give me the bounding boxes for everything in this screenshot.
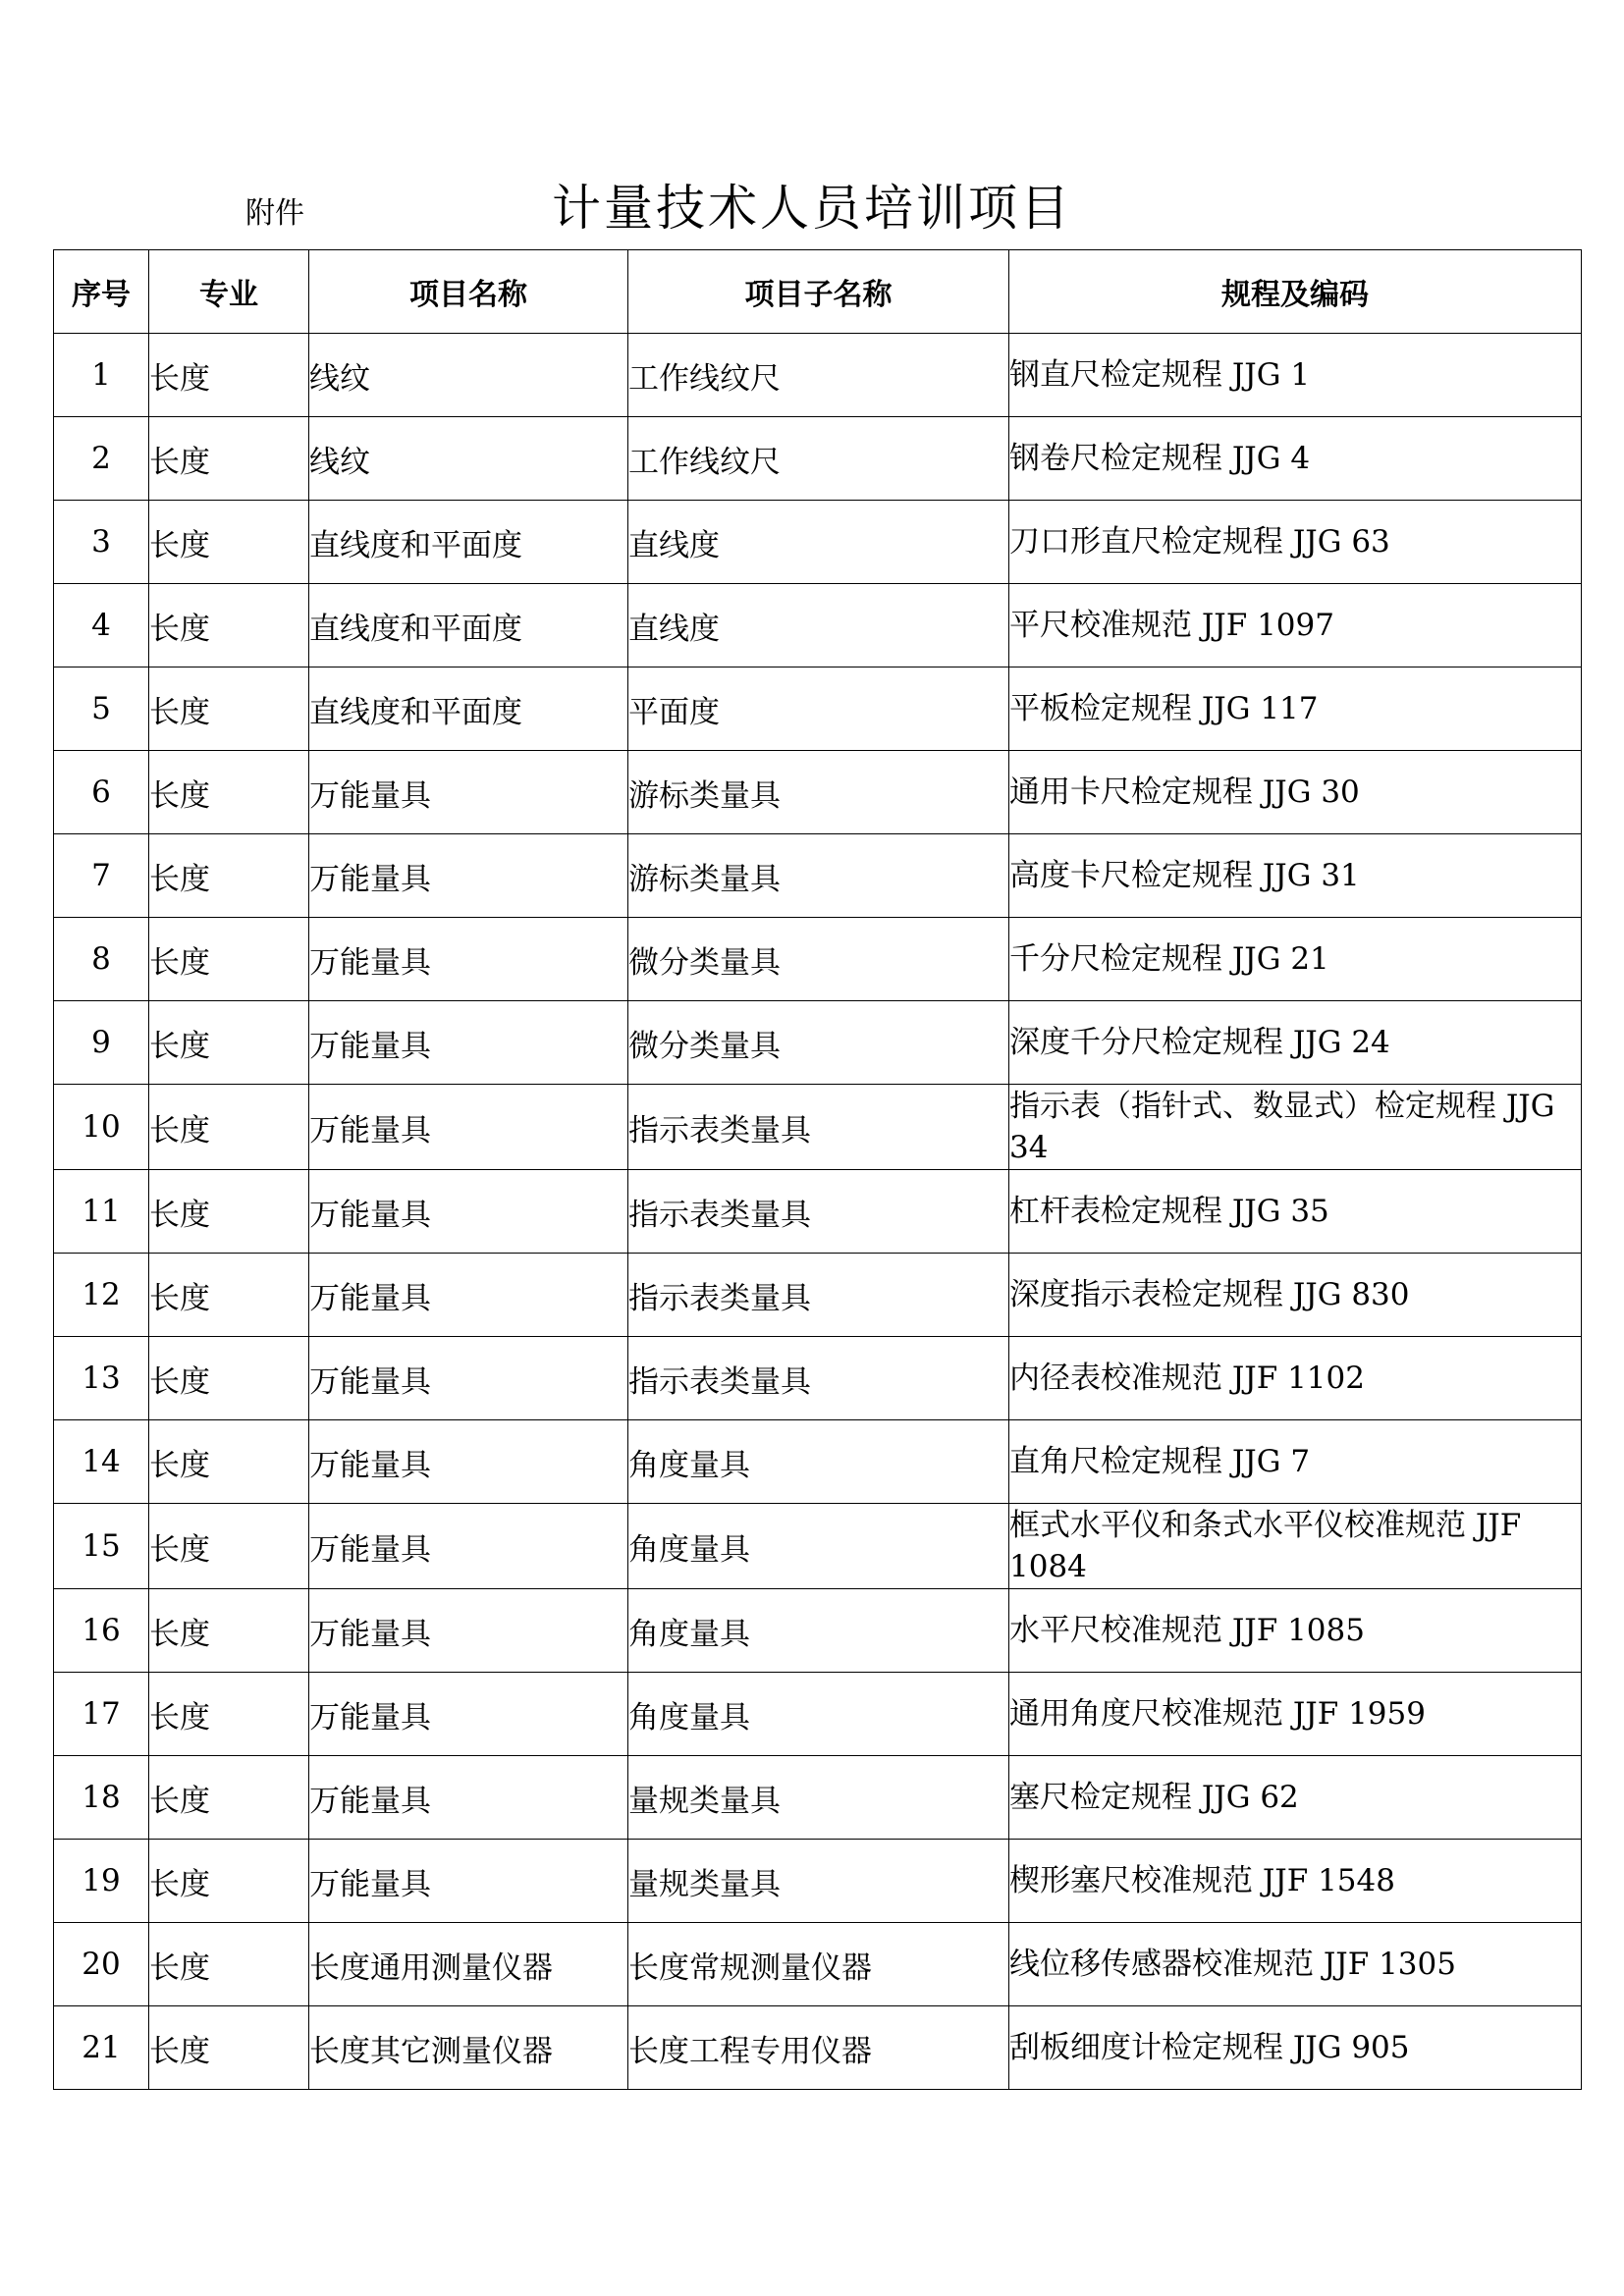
- cell-major: 长度: [149, 1923, 309, 2006]
- cell-regulation-code: 钢直尺检定规程 JJG 1: [1009, 334, 1582, 417]
- table-row: [54, 1840, 1582, 1923]
- cell-subitem-name: 角度量具: [628, 1673, 1009, 1756]
- cell-regulation-code: 水平尺校准规范 JJF 1085: [1009, 1589, 1582, 1673]
- cell-item-name: 万能量具: [309, 1170, 628, 1254]
- cell-subitem-name: 直线度: [628, 501, 1009, 584]
- cell-item-name: 万能量具: [309, 1254, 628, 1337]
- table-row: [54, 501, 1582, 584]
- cell-regulation-code: 深度千分尺检定规程 JJG 24: [1009, 1001, 1582, 1085]
- cell-no: 1: [54, 334, 149, 417]
- cell-regulation-code: 高度卡尺检定规程 JJG 31: [1009, 834, 1582, 918]
- cell-major: 长度: [149, 751, 309, 834]
- cell-no: 17: [54, 1673, 149, 1756]
- table-row: [54, 1756, 1582, 1840]
- cell-no: 7: [54, 834, 149, 918]
- table-row: [54, 751, 1582, 834]
- cell-major: 长度: [149, 1170, 309, 1254]
- column-header-subitem: 项目子名称: [628, 250, 1009, 334]
- cell-no: 6: [54, 751, 149, 834]
- cell-no: 9: [54, 1001, 149, 1085]
- cell-major: 长度: [149, 417, 309, 501]
- cell-no: 13: [54, 1337, 149, 1420]
- cell-item-name: 直线度和平面度: [309, 584, 628, 667]
- cell-item-name: 万能量具: [309, 834, 628, 918]
- cell-no: 3: [54, 501, 149, 584]
- cell-major: 长度: [149, 501, 309, 584]
- cell-subitem-name: 微分类量具: [628, 918, 1009, 1001]
- table-row: [54, 584, 1582, 667]
- cell-subitem-name: 微分类量具: [628, 1001, 1009, 1085]
- cell-item-name: 万能量具: [309, 751, 628, 834]
- cell-major: 长度: [149, 667, 309, 751]
- cell-major: 长度: [149, 1840, 309, 1923]
- table-row: [54, 1001, 1582, 1085]
- cell-major: 长度: [149, 1504, 309, 1589]
- cell-major: 长度: [149, 1337, 309, 1420]
- cell-item-name: 万能量具: [309, 918, 628, 1001]
- cell-subitem-name: 直线度: [628, 584, 1009, 667]
- cell-regulation-code: 深度指示表检定规程 JJG 830: [1009, 1254, 1582, 1337]
- cell-no: 8: [54, 918, 149, 1001]
- cell-regulation-code: 通用卡尺检定规程 JJG 30: [1009, 751, 1582, 834]
- cell-no: 16: [54, 1589, 149, 1673]
- cell-item-name: 直线度和平面度: [309, 501, 628, 584]
- cell-regulation-code: 钢卷尺检定规程 JJG 4: [1009, 417, 1582, 501]
- table-row: [54, 667, 1582, 751]
- cell-subitem-name: 角度量具: [628, 1504, 1009, 1589]
- training-items-table: [53, 249, 1582, 2090]
- cell-subitem-name: 长度工程专用仪器: [628, 2006, 1009, 2090]
- cell-regulation-code: 千分尺检定规程 JJG 21: [1009, 918, 1582, 1001]
- cell-subitem-name: 量规类量具: [628, 1756, 1009, 1840]
- cell-item-name: 线纹: [309, 417, 628, 501]
- cell-no: 14: [54, 1420, 149, 1504]
- cell-major: 长度: [149, 334, 309, 417]
- cell-regulation-code: 楔形塞尺校准规范 JJF 1548: [1009, 1840, 1582, 1923]
- table-row: [54, 834, 1582, 918]
- cell-regulation-code: 平尺校准规范 JJF 1097: [1009, 584, 1582, 667]
- cell-regulation-code: 平板检定规程 JJG 117: [1009, 667, 1582, 751]
- cell-no: 20: [54, 1923, 149, 2006]
- cell-regulation-code: 框式水平仪和条式水平仪校准规范 JJF 1084: [1009, 1504, 1582, 1589]
- cell-no: 19: [54, 1840, 149, 1923]
- cell-item-name: 万能量具: [309, 1001, 628, 1085]
- cell-major: 长度: [149, 584, 309, 667]
- cell-no: 2: [54, 417, 149, 501]
- cell-major: 长度: [149, 1420, 309, 1504]
- cell-major: 长度: [149, 918, 309, 1001]
- column-header-major: 专业: [149, 250, 309, 334]
- cell-regulation-code: 塞尺检定规程 JJG 62: [1009, 1756, 1582, 1840]
- cell-major: 长度: [149, 2006, 309, 2090]
- cell-major: 长度: [149, 1589, 309, 1673]
- cell-major: 长度: [149, 1756, 309, 1840]
- table-header-row: [54, 250, 1582, 334]
- table-row: [54, 1589, 1582, 1673]
- table-row: [54, 1420, 1582, 1504]
- cell-regulation-code: 杠杆表检定规程 JJG 35: [1009, 1170, 1582, 1254]
- table-row: [54, 1923, 1582, 2006]
- cell-subitem-name: 指示表类量具: [628, 1337, 1009, 1420]
- cell-regulation-code: 直角尺检定规程 JJG 7: [1009, 1420, 1582, 1504]
- cell-regulation-code: 线位移传感器校准规范 JJF 1305: [1009, 1923, 1582, 2006]
- cell-subitem-name: 工作线纹尺: [628, 334, 1009, 417]
- column-header-item: 项目名称: [309, 250, 628, 334]
- cell-subitem-name: 角度量具: [628, 1589, 1009, 1673]
- cell-item-name: 万能量具: [309, 1673, 628, 1756]
- cell-item-name: 万能量具: [309, 1840, 628, 1923]
- table-row: [54, 334, 1582, 417]
- cell-regulation-code: 内径表校准规范 JJF 1102: [1009, 1337, 1582, 1420]
- cell-item-name: 万能量具: [309, 1085, 628, 1170]
- column-header-code: 规程及编码: [1009, 250, 1582, 334]
- cell-subitem-name: 指示表类量具: [628, 1085, 1009, 1170]
- table-row: [54, 918, 1582, 1001]
- cell-subitem-name: 工作线纹尺: [628, 417, 1009, 501]
- cell-regulation-code: 刮板细度计检定规程 JJG 905: [1009, 2006, 1582, 2090]
- cell-item-name: 长度其它测量仪器: [309, 2006, 628, 2090]
- cell-subitem-name: 指示表类量具: [628, 1254, 1009, 1337]
- cell-subitem-name: 量规类量具: [628, 1840, 1009, 1923]
- cell-subitem-name: 指示表类量具: [628, 1170, 1009, 1254]
- table-row: [54, 1254, 1582, 1337]
- table-row: [54, 2006, 1582, 2090]
- attachment-label: 附件: [245, 196, 304, 231]
- cell-major: 长度: [149, 1001, 309, 1085]
- column-header-no: 序号: [54, 250, 149, 334]
- cell-no: 18: [54, 1756, 149, 1840]
- cell-item-name: 万能量具: [309, 1337, 628, 1420]
- cell-no: 21: [54, 2006, 149, 2090]
- cell-regulation-code: 指示表（指针式、数显式）检定规程 JJG 34: [1009, 1085, 1582, 1170]
- cell-no: 15: [54, 1504, 149, 1589]
- cell-regulation-code: 通用角度尺校准规范 JJF 1959: [1009, 1673, 1582, 1756]
- table-row: [54, 1170, 1582, 1254]
- table-body: [54, 334, 1582, 2090]
- table-row: [54, 1085, 1582, 1170]
- table-row: [54, 1337, 1582, 1420]
- table-row: [54, 417, 1582, 501]
- cell-item-name: 线纹: [309, 334, 628, 417]
- cell-no: 12: [54, 1254, 149, 1337]
- cell-no: 5: [54, 667, 149, 751]
- cell-major: 长度: [149, 1673, 309, 1756]
- cell-no: 10: [54, 1085, 149, 1170]
- cell-no: 4: [54, 584, 149, 667]
- cell-major: 长度: [149, 834, 309, 918]
- cell-subitem-name: 游标类量具: [628, 751, 1009, 834]
- document-title: 计量技术人员培训项目: [552, 180, 1072, 237]
- table-row: [54, 1504, 1582, 1589]
- cell-item-name: 万能量具: [309, 1589, 628, 1673]
- cell-no: 11: [54, 1170, 149, 1254]
- cell-regulation-code: 刀口形直尺检定规程 JJG 63: [1009, 501, 1582, 584]
- cell-major: 长度: [149, 1254, 309, 1337]
- table-row: [54, 1673, 1582, 1756]
- cell-major: 长度: [149, 1085, 309, 1170]
- cell-item-name: 万能量具: [309, 1756, 628, 1840]
- cell-subitem-name: 游标类量具: [628, 834, 1009, 918]
- cell-item-name: 直线度和平面度: [309, 667, 628, 751]
- cell-item-name: 万能量具: [309, 1420, 628, 1504]
- cell-subitem-name: 平面度: [628, 667, 1009, 751]
- cell-item-name: 万能量具: [309, 1504, 628, 1589]
- cell-subitem-name: 角度量具: [628, 1420, 1009, 1504]
- cell-subitem-name: 长度常规测量仪器: [628, 1923, 1009, 2006]
- cell-item-name: 长度通用测量仪器: [309, 1923, 628, 2006]
